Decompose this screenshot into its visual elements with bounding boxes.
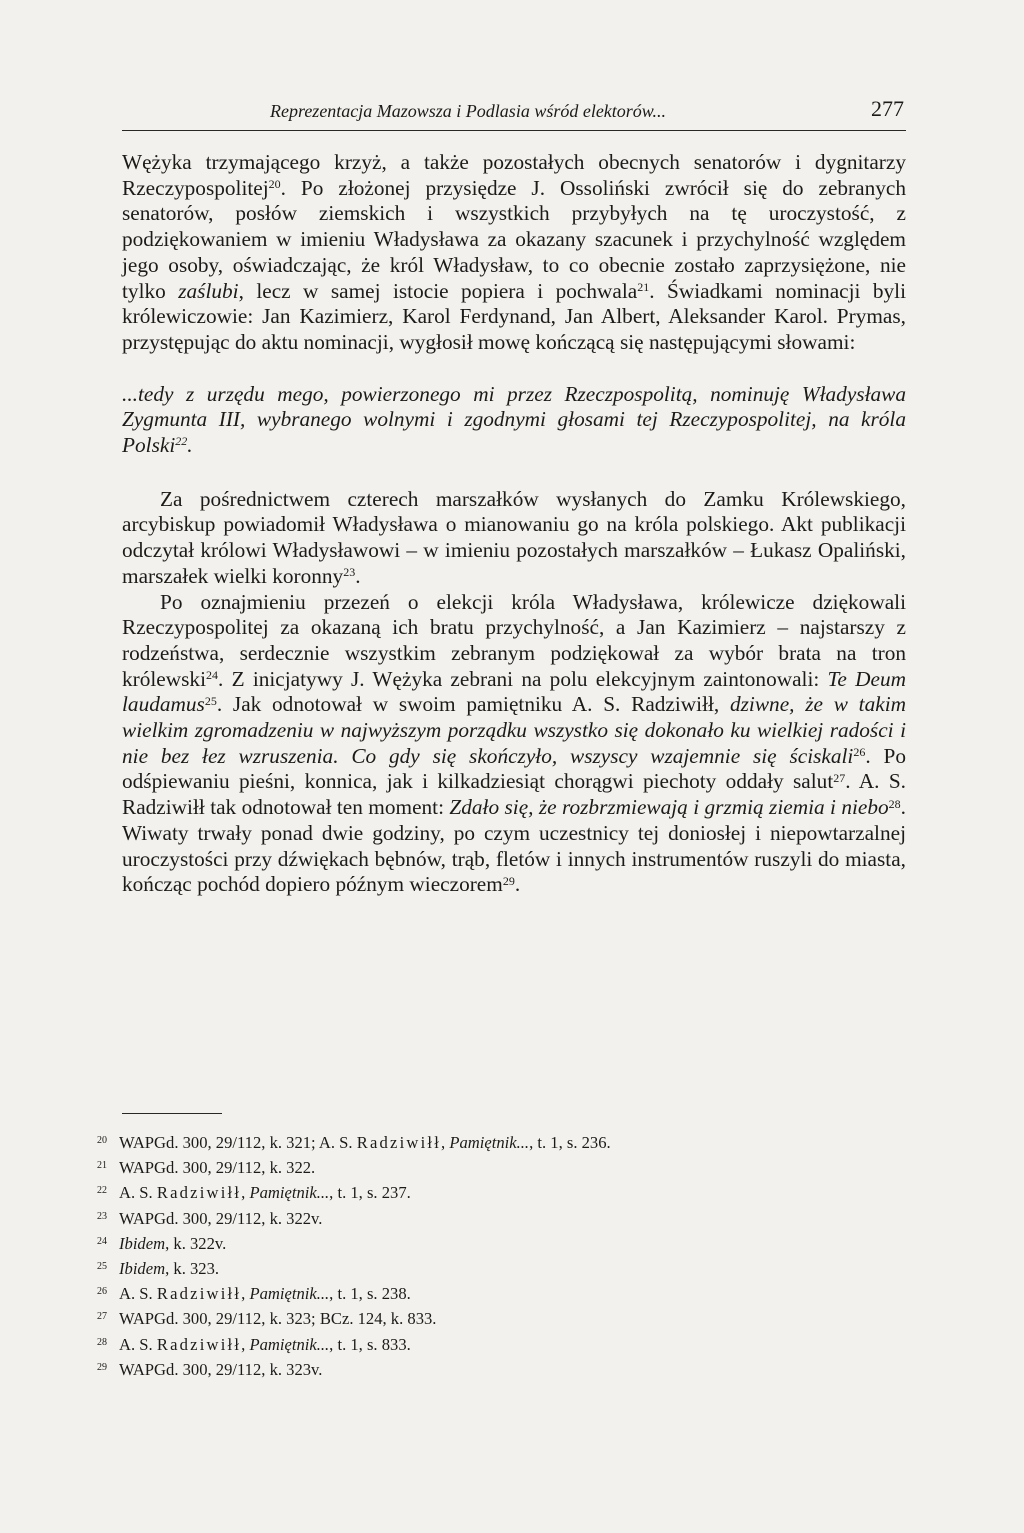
footnote: 21 WAPGd. 300, 29/112, k. 322.: [97, 1154, 897, 1179]
footnote: 28 A. S. Radziwiłł, Pamiętnik..., t. 1, s. 833.: [97, 1331, 897, 1356]
footnote-number: 29: [97, 1361, 107, 1373]
footnote-number: 27: [97, 1311, 107, 1323]
author-name: Radziwiłł: [156, 1183, 242, 1203]
footnote-ref[interactable]: 21: [637, 279, 650, 294]
footnote-ref[interactable]: 24: [206, 668, 218, 683]
footnote-ref[interactable]: 20: [268, 177, 281, 192]
footnote: 27 WAPGd. 300, 29/112, k. 323; BCz. 124, k. 833.: [97, 1305, 897, 1330]
footnote-number: 26: [97, 1286, 107, 1298]
footnote: 20 WAPGd. 300, 29/112, k. 321; A. S. Radziwiłł, Pamiętnik..., t. 1, s. 236.: [97, 1129, 897, 1154]
footnote-number: 22: [97, 1185, 107, 1197]
footnote: 24 Ibidem, k. 322v.: [97, 1230, 897, 1255]
footnote-number: 28: [97, 1336, 107, 1348]
footnote-ref[interactable]: 29: [502, 873, 515, 888]
main-text: [122, 150, 906, 898]
footnote-ref[interactable]: 27: [833, 770, 846, 785]
footnote-number: 21: [97, 1160, 107, 1172]
footnote-separator: [122, 1113, 222, 1114]
footnote-number: 23: [97, 1210, 107, 1222]
footnote-number: 25: [97, 1261, 107, 1273]
footnote-ref[interactable]: 26: [853, 745, 866, 760]
paragraph-1: Wężyka trzymającego krzyż, a także pozostałych obecnych senatorów i dygnitarzy Rzeczypospolitej$^{20}$. Po złożonej przysiędze J. Ossoliński zwrócił się do zebranych senatorów, posłów ziemskich i wszystkich przybyłych na tę uroczystość, z podziękowaniem w imieniu Władysława za okazany szacunek i przychylność względem jego osoby, oświadczając, że król Władysław, to co obecnie zostało zaprzysiężone, nie tylko zaślubi, lecz w samej istocie popiera i pochwala$^{21}$. Świadkami nominacji byli królewiczowie: Jan Kazimierz, Karol Ferdynand, Jan Albert, Aleksander Karol. Prymas, przystępując do aktu nominacji, wygłosił mowę kończącą się następującymi słowami:: [122, 150, 906, 354]
footnote-ref[interactable]: 28: [888, 796, 901, 811]
author-name: Radziwiłł: [356, 1133, 442, 1152]
running-title: Reprezentacja Mazowsza i Podlasia wśród elektorów...: [270, 101, 666, 121]
footnotes: [97, 1129, 897, 1381]
paragraph-3: Po oznajmieniu przezeń o elekcji króla Władysława, królewicze dziękowali Rzeczypospolitej za okazaną ich bratu przychylność, a Jan Kazimierz – najstarszy z rodzeństwa, serdecznie wszystkim zebranym podziękował za wybór brata na tron królewski$^{24}$. Z inicjatywy J. Wężyka zebrani na polu elekcyjnym zaintonowali: Te Deum laudamus$^{25}$. Jak odnotował w swoim pamiętniku A. S. Radziwiłł, dziwne, że w takim wielkim zgromadzeniu w najwyższym porządku wszystko się dokonało ku wielkiej radości i nie bez łez wzruszenia. Co gdy się skończyło, wszyscy wzajemnie się ściskali$^{26}$. Po odśpiewaniu pieśni, konnica, jak i kilkadziesiąt chorągwi piechoty oddały salut$^{27}$. A. S. Radziwiłł tak odnotował ten moment: Zdało się, że rozbrzmiewają i grzmią ziemia i niebo$^{28}$. Wiwaty trwały ponad dwie godziny, po czym uczestnicy tej doniosłej i niepowtarzalnej uroczystości przy dźwiękach bębnów, trąb, fletów i innych instrumentów ruszyli do miasta, kończąc pochód dopiero późnym wieczorem$^{29}$.: [122, 589, 906, 897]
footnote: 26 A. S. Radziwiłł, Pamiętnik..., t. 1, s. 238.: [97, 1280, 897, 1305]
footnote-number: 24: [97, 1235, 107, 1247]
page-number: 277: [871, 96, 904, 121]
running-header: [122, 96, 906, 131]
footnote: 29 WAPGd. 300, 29/112, k. 323v.: [97, 1356, 897, 1381]
block-quote: ...tedy z urzędu mego, powierzonego mi przez Rzeczpospolitą, nominuję Władysława Zygmunta III, wybranego wolnymi i zgodnymi głosami tej Rzeczypospolitej, na króla Polski$^{22}$.: [122, 381, 906, 458]
footnote: 23 WAPGd. 300, 29/112, k. 322v.: [97, 1205, 897, 1230]
footnote-number: 20: [97, 1135, 107, 1146]
author-name: Radziwiłł: [156, 1334, 242, 1354]
footnote: 22 A. S. Radziwiłł, Pamiętnik..., t. 1, s. 237.: [97, 1179, 897, 1204]
footnote-ref[interactable]: 23: [343, 565, 356, 580]
footnote-ref[interactable]: 22: [175, 434, 188, 449]
author-name: Radziwiłł: [156, 1284, 242, 1304]
paragraph-2: Za pośrednictwem czterech marszałków wysłanych do Zamku Królewskiego, arcybiskup powiadomił Władysława o mianowaniu go na króla polskiego. Akt publikacji odczytał królowi Władysławowi – w imieniu pozostałych marszałków – Łukasz Opaliński, marszałek wielki koronny$^{23}$.: [122, 486, 906, 588]
footnote: 25 Ibidem, k. 323.: [97, 1255, 897, 1280]
footnote-ref[interactable]: 25: [204, 693, 217, 708]
